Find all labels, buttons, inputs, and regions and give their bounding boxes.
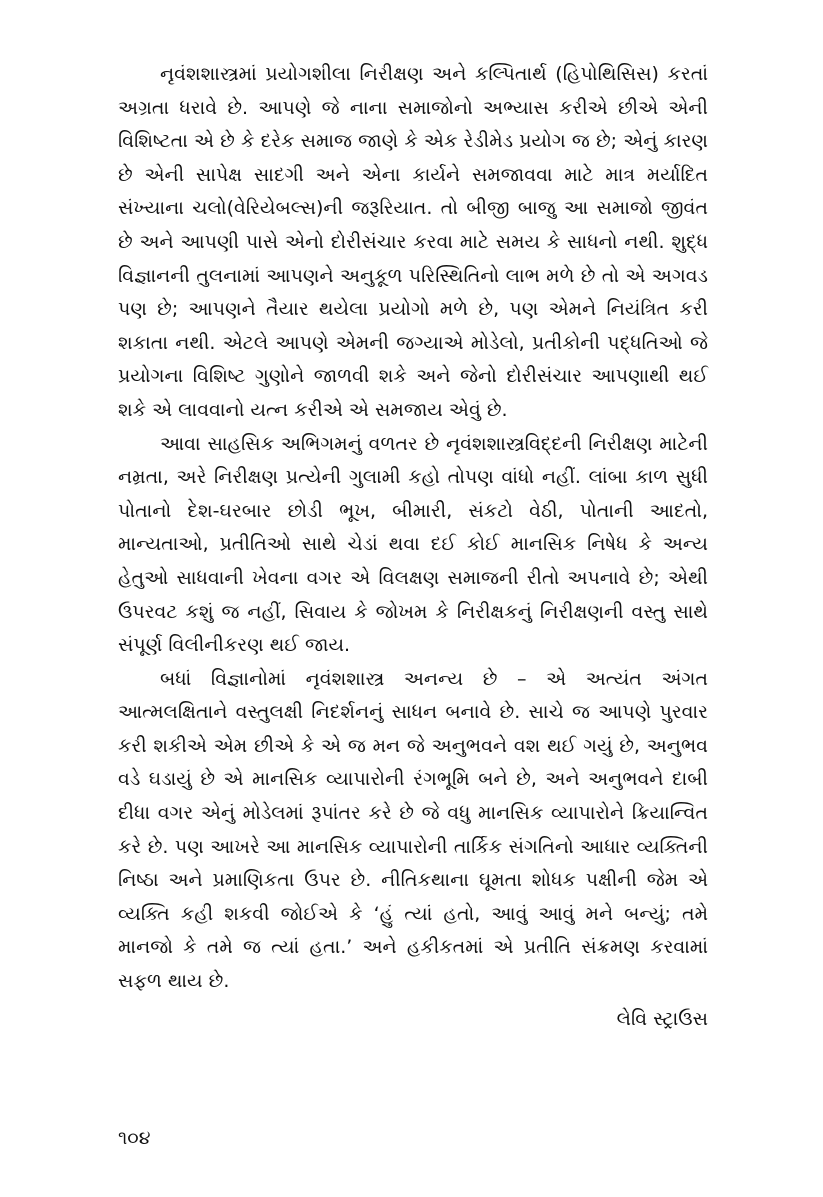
page-body (118, 58, 708, 1036)
paragraph-3: બધાં વિજ્ઞાનોમાં નૃવંશશાસ્ત્ર અનન્ય છે – એ અત્યંત અંગત આત્મલક્ષિતાને વસ્તુલક્ષી નિદર્શનનું સાધન બનાવે છે. સાચે જ આપણે પુરવાર કરી શકીએ એમ છીએ કે એ જ મન જે અનુભવને વશ થઈ ગયું છે, અનુભવ વડે ઘડાયું છે એ માનસિક વ્યાપારોની રંગભૂમિ બને છે, અને અનુભવને દાબી દીધા વગર એનું મોડેલમાં રૂપાંતર કરે છે જે વધુ માનસિક વ્યાપારોને ક્રિયાન્વિત કરે છે. પણ આખરે આ માનસિક વ્યાપારોની તાર્કિક સંગતિનો આધાર વ્યક્તિની નિષ્ઠા અને પ્રમાણિકતા ઉપર છે. નીતિકથાના ઘૂમતા શોધક પક્ષીની જેમ એ વ્યક્તિ કહી શકવી જોઈએ કે ‘હું ત્યાં હતો, આવું આવું મને બન્યું; તમે માનજો કે તમે જ ત્યાં હતા.’ અને હકીકતમાં એ પ્રતીતિ સંક્રમણ કરવામાં સફળ થાય છે. (118, 667, 708, 993)
paragraph-1: નૃવંશશાસ્ત્રમાં પ્રયોગશીલા નિરીક્ષણ અને કલ્પિતાર્થ (હિપોથિસિસ) કરતાં અગ્રતા ધરાવે છે. આપણે જે નાના સમાજોનો અભ્યાસ કરીએ છીએ એની વિશિષ્ટતા એ છે કે દરેક સમાજ જાણે કે એક રેડીમેડ પ્રયોગ જ છે; એનું કારણ છે એની સાપેક્ષ સાદગી અને એના કાર્યને સમજાવવા માટે માત્ર મર્યાદિત સંખ્યાના ચલો(વેરિયેબલ્સ)ની જરૂરિયાત. તો બીજી બાજુ આ સમાજો જીવંત છે અને આપણી પાસે એનો દોરીસંચાર કરવા માટે સમય કે સાધનો નથી. શુદ્ધ વિજ્ઞાનની તુલનામાં આપણને અનુકૂળ પરિસ્થિતિનો લાભ મળે છે તો એ અગવડ પણ છે; આપણને તૈયાર થયેલા પ્રયોગો મળે છે, પણ એમને નિયંત્રિત કરી શકાતા નથી. એટલે આપણે એમની જગ્યાએ મોડેલો, પ્રતીકોની પદ્ધતિઓ જે પ્રયોગના વિશિષ્ટ ગુણોને જાળવી શકે અને જેનો દોરીસંચાર આપણાથી થઈ શકે એ લાવવાનો યત્ન કરીએ એ સમજાય એવું છે. (118, 63, 708, 421)
author-signature: લેવિ સ્ટ્રાઉસ (616, 1007, 708, 1030)
page-number: ૧૦૪ (118, 1127, 151, 1149)
paragraph-2: આવા સાહસિક અભિગમનું વળતર છે નૃવંશશાસ્ત્રવિદ્દની નિરીક્ષણ માટેની નમ્રતા, અરે નિરીક્ષણ પ્રત્યેની ગુલામી કહો તોપણ વાંધો નહીં. લાંબા કાળ સુધી પોતાનો દેશ-ઘરબાર છોડી ભૂખ, બીમારી, સંકટો વેઠી, પોતાની આદતો, માન્યતાઓ, પ્રતીતિઓ સાથે ચેડાં થવા દઈ કોઈ માનસિક નિષેધ કે અન્ય હેતુઓ સાધવાની ખેવના વગર એ વિલક્ષણ સમાજની રીતો અપનાવે છે; એથી ઉપરવટ કશું જ નહીં, સિવાય કે જોખમ કે નિરીક્ષકનું નિરીક્ષણની વસ્તુ સાથે સંપૂર્ણ વિલીનીકરણ થઈ જાય. (118, 432, 708, 657)
